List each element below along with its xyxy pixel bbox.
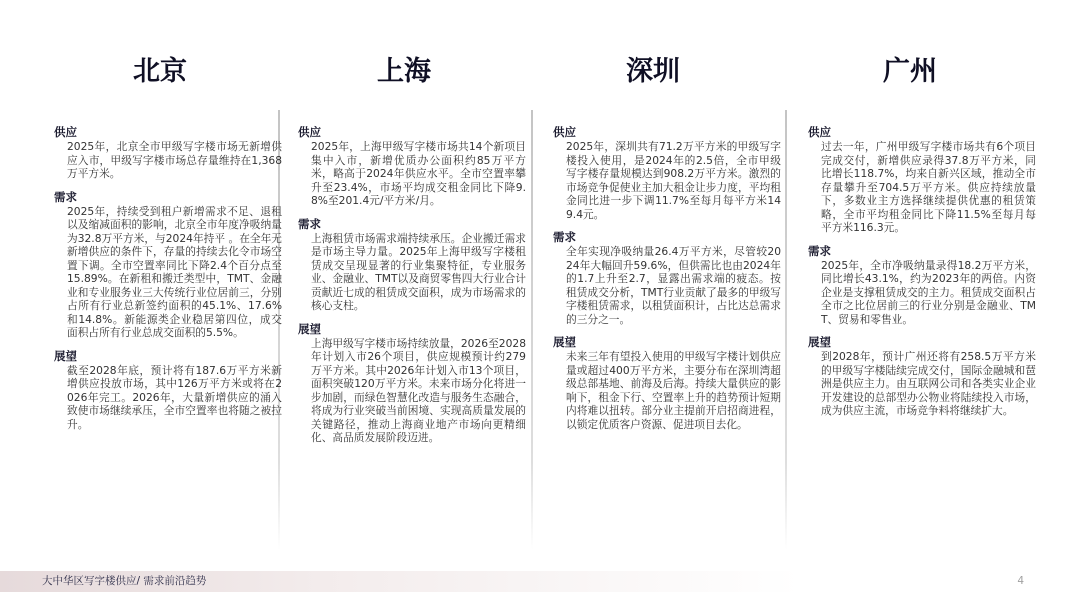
section-heading: 需求 xyxy=(54,189,77,204)
section-demand xyxy=(808,243,1036,327)
footer-bar xyxy=(0,571,1067,592)
section-body: 2025年，上海甲级写字楼市场共14个新项目集中入市，新增优质办公面积约85万平方米，略高于2024年供应水平。全市空置率攀升至23.4%，市场平均成交租金同比下降9.8%至201.4元/平方米/月。 xyxy=(311,140,526,207)
column-shanghai xyxy=(298,124,526,453)
section-body: 2025年，持续受到租户新增需求不足、退租以及缩减面积的影响，北京全市年度净吸纳量为32.8万平方米，与2024年持平 。在全年无新增供应的条件下，存量的持续去化令市场空置下调。全市空置率同比下降2.4个百分点至15.89%。在新租和搬迁类型中，TMT、金融业和专业服务业三大传统行业位居前三，分别占所有行业总新签约面积的45.1%、17.6%和14.8%。新能源类企业稳居第四位，成交面积占所有行业总成交面积的5.5%。 xyxy=(67,204,282,339)
city-title-guangzhou: 广州 xyxy=(883,56,937,87)
section-supply xyxy=(553,124,781,221)
section-heading: 供应 xyxy=(808,125,831,139)
section-supply xyxy=(54,124,282,181)
section-body: 上海租赁市场需求端持续承压。企业搬迁需求是市场主导力量。2025年上海甲级写字楼租赁成交呈现显著的行业集聚特征，专业服务业、金融业、TMT以及商贸零售四大行业合计贡献近七成的租赁成交面积，成为市场需求的核心支柱。 xyxy=(311,231,526,312)
section-outlook xyxy=(298,321,526,445)
section-heading: 供应 xyxy=(553,125,576,139)
section-supply xyxy=(298,124,526,208)
section-body: 截至2028年底，预计将有187.6万平方米新增供应投放市场，其中126万平方米或将在2026年完工。2026年，大量新增供应的涌入致使市场继续承压，全市空置率也将随之被拉升。 xyxy=(67,363,282,431)
city-title-shenzhen: 深圳 xyxy=(626,56,680,87)
section-body: 2025年，深圳共有71.2万平方米的甲级写字楼投入使用，是2024年的2.5倍，全市甲级写字楼存量规模达到908.2万平方米。激烈的市场竞争促使业主加大租金让步力度，平均租金同比进一步下调11.7%至每月每平方米149.4元。 xyxy=(566,140,781,221)
section-heading: 需求 xyxy=(553,230,576,244)
section-body: 2025年，北京全市甲级写字楼市场无新增供应入市，甲级写字楼市场总存量维持在1,368万平方米。 xyxy=(67,140,282,180)
page-number: 4 xyxy=(1017,575,1024,587)
section-demand xyxy=(298,216,526,313)
section-body: 过去一年，广州甲级写字楼市场共有6个项目完成交付，新增供应录得37.8万平方米，同比增长118.7%，均来自新兴区域，推动全市存量攀升至704.5万平方米。供应持续放量下，多数业主方选择继续提供优惠的租赁策略，全市平均租金同比下降11.5%至每月每平方米116.3元。 xyxy=(821,140,1036,234)
column-beijing xyxy=(54,124,282,439)
section-body: 到2028年，预计广州还将有258.5万平方米的甲级写字楼陆续完成交付，国际金融城和琶洲是供应主力。由互联网公司和各类实业企业开发建设的总部型办公物业将陆续投入市场，成为供应主流，市场竞争料将继续扩大。 xyxy=(821,350,1036,417)
section-body: 2025年，全市净吸纳量录得18.2万平方米，同比增长43.1%，约为2023年的两倍。内资企业是支撑租赁成交的主力。租赁成交面积占全市之比位居前三的行业分别是金融业、TMT、贸易和零售业。 xyxy=(821,258,1036,326)
section-heading: 展望 xyxy=(54,348,77,363)
section-demand xyxy=(54,189,282,340)
section-body: 未来三年有望投入使用的甲级写字楼计划供应量或超过400万平方米，主要分布在深圳湾超级总部基地、前海及后海。持续大量供应的影响下，租金下行、空置率上升的趋势预计短期内将难以扭转。部分业主提前开启招商进程，以锁定优质客户资源、促进项目去化。 xyxy=(566,350,781,431)
column-divider xyxy=(531,110,533,550)
column-shenzhen xyxy=(553,124,781,439)
city-title-shanghai: 上海 xyxy=(377,56,431,87)
section-body: 全年实现净吸纳量26.4万平方米，尽管较2024年大幅回升59.6%，但供需比也由2024年的1.7上升至2.7，显露出需求端的疲态。按租赁成交分析，TMT行业贡献了最多的甲级写字楼租赁需求，以租赁面积计，占比达总需求的三分之一。 xyxy=(566,245,781,326)
section-heading: 展望 xyxy=(553,335,576,349)
column-divider xyxy=(785,110,787,550)
section-outlook xyxy=(553,334,781,431)
footer-title: 大中华区写字楼供应/ 需求前沿趋势 xyxy=(42,575,207,587)
section-heading: 供应 xyxy=(298,125,321,139)
section-heading: 展望 xyxy=(808,335,831,349)
city-title-beijing: 北京 xyxy=(133,56,187,87)
section-outlook xyxy=(54,348,282,432)
section-heading: 供应 xyxy=(54,125,77,139)
section-supply xyxy=(808,124,1036,235)
section-outlook xyxy=(808,334,1036,418)
section-heading: 需求 xyxy=(808,243,831,258)
section-heading: 展望 xyxy=(298,321,321,336)
column-guangzhou xyxy=(808,124,1036,426)
section-demand xyxy=(553,229,781,326)
section-body: 上海甲级写字楼市场持续放量，2026至2028年计划入市26个项目，供应规模预计约279万平方米。其中2026年计划入市13个项目，面积突破120万平方米。未来市场分化将进一步加剧，而绿色智慧化改造与服务生态融合，将成为行业突破当前困境、实现高质量发展的关键路径，推动上海商业地产市场向更精细化、高品质发展阶段迈进。 xyxy=(311,336,526,444)
section-heading: 需求 xyxy=(298,216,321,231)
